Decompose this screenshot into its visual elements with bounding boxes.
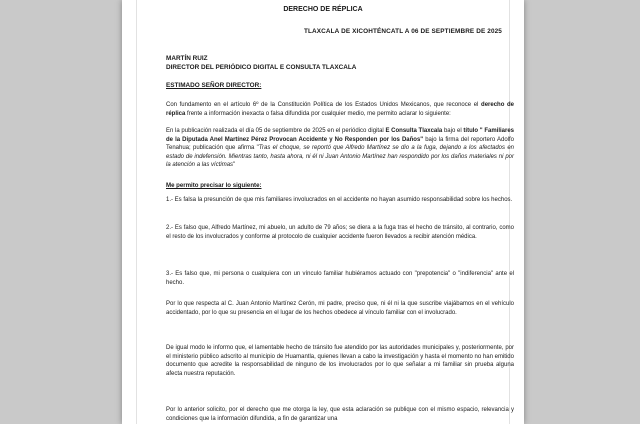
publication-paragraph: [166, 127, 514, 170]
request-paragraph: Por lo anterior solicito, por el derecho que me otorga la ley, que esta aclaración se publique con el mismo espacio, relevancia y condiciones que la información difundida, a fin de garantizar una: [166, 407, 514, 422]
pub-article-title: título " Familiares de la Diputada Anel Martínez Pérez Provocan Accidente y No Responden por los Daños": [166, 128, 515, 143]
recipient-position: DIRECTOR DEL PERIÓDICO DIGITAL E CONSULTA TLAXCALA: [166, 64, 357, 71]
intro-text-2: frente a información inexacta o falsa difundida por cualquier medio, me permito aclarar lo siguiente:: [185, 110, 451, 117]
intro-paragraph: [166, 101, 514, 118]
intro-bold: derecho de réplica: [166, 102, 515, 117]
page-margin-line-left: [136, 0, 137, 424]
recipient-name: MARTÍN RUIZ: [166, 55, 208, 62]
place-date: TLAXCALA DE XICOHTÉNCATL A 06 DE SEPTIEMBRE DE 2025: [303, 28, 502, 35]
pub-outlet: E Consulta Tlaxcala: [385, 128, 443, 134]
point-3: 3.- Es falso que, mi persona o cualquiera con un vínculo familiar hubiéramos actuado con "prepotencia" o "indiferencia" ante el hecho.: [166, 271, 514, 286]
recipient-block: [166, 54, 356, 72]
intro-text-1: Con fundamento en el artículo 6º de la Constitución Política de los Estados Unidos Mexicanos, que reconoce el: [166, 102, 482, 108]
point-2: 2.- Es falso que, Alfredo Martínez, mi abuelo, un adulto de 79 años; se diera a la fuga tras el hecho de tránsito, al contrario, como el resto de los involucrados y conforme al protocolo de cualquier accidente fueron llevados a recibir atención médica.: [166, 225, 514, 240]
pub-text-2: bajo el: [442, 128, 464, 134]
greeting: ESTIMADO SEÑOR DIRECTOR:: [166, 82, 262, 89]
point-1: 1.- Es falsa la presunción de que mis familiares involucrados en el accidente no hayan asumido responsabilidad sobre los hechos.: [166, 197, 513, 203]
invitation-heading: Me permito precisar lo siguiente:: [166, 182, 262, 189]
pub-text-1: En la publicación realizada el día 05 de septiembre de 2025 en el periódico digital: [166, 128, 386, 134]
document-page: [122, 0, 524, 424]
pub-quote: Tras el choque, se reportó que Alfredo Martínez se dio a la fuga, dejando a los afectados en estado de indefensión. Mientras tanto, hasta ahora, ni él ni Juan Antonio Martínez han respondido por los daños materiales ni por la atención a las víctimas: [166, 145, 515, 169]
pub-text-4: ": [233, 162, 236, 169]
pub-text-3: bajo la firma del reportero Adolfo Tenahua; publicación que afirma ": [166, 136, 514, 152]
authorities-paragraph: De igual modo le informo que, el lamentable hecho de tránsito fue atendido por las autoridades municipales y, posteriormente, por el ministerio público adscrito al municipio de Huamantla, quienes llevan a cabo la investigación y hasta el momento no han emitido documento que acredite la responsabilidad de ninguno de los involucrados por lo que señalar a mi familiar sin prueba alguna afecta nuestra reputación.: [166, 345, 514, 377]
father-paragraph: Por lo que respecta al C. Juan Antonio Martínez Cerón, mi padre, preciso que, ni él ni la que suscribe viajábamos en el vehículo accidentado, por lo que su presencia en el lugar de los hechos obedece al vínculo familiar con el involucrado.: [166, 301, 514, 316]
document-title: DERECHO DE RÉPLICA: [283, 6, 363, 13]
